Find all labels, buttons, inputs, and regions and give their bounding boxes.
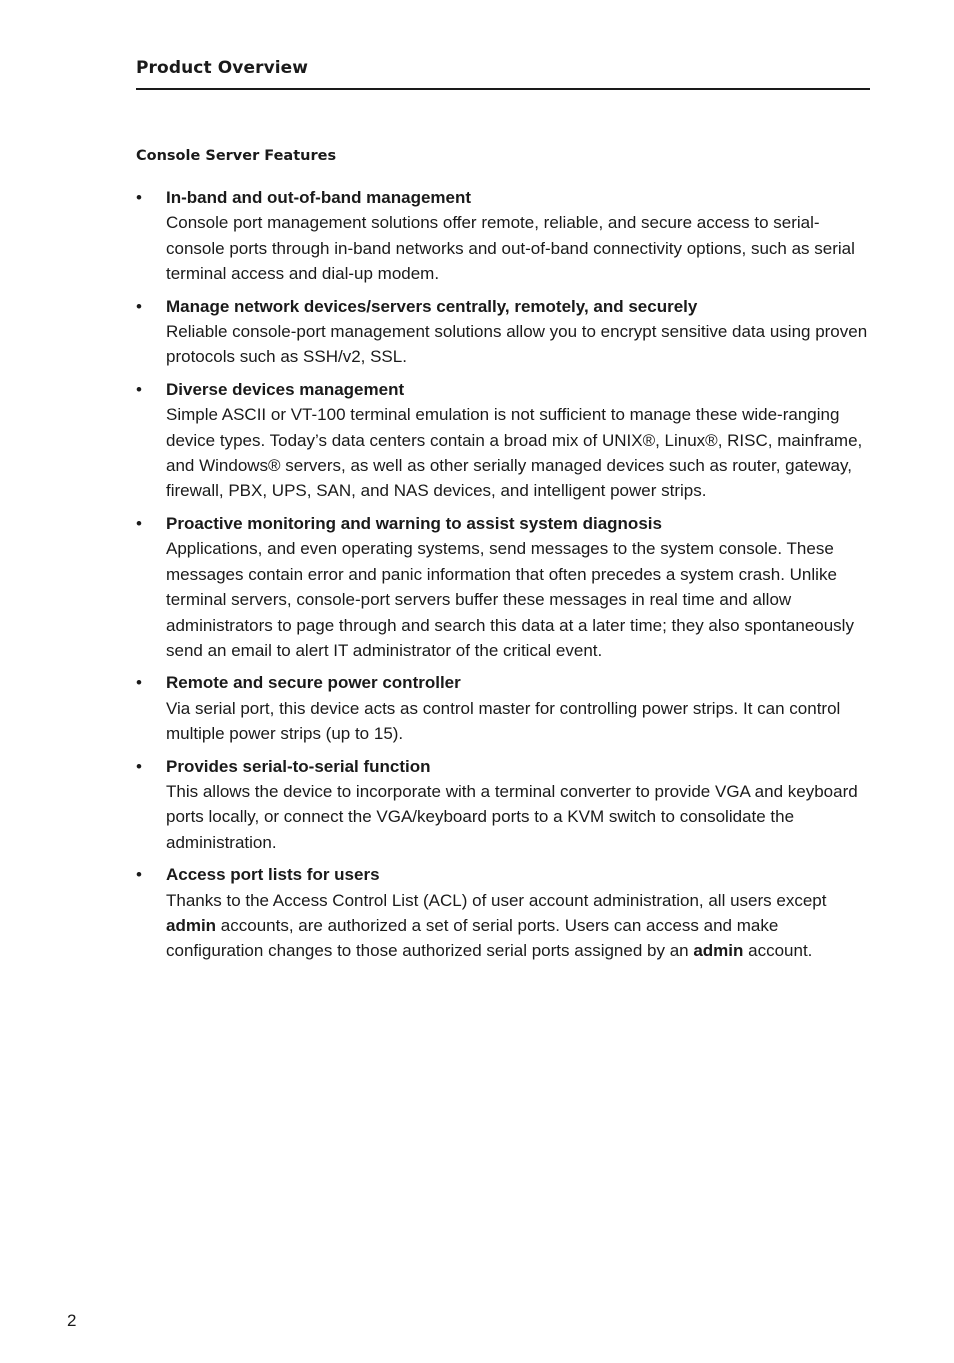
feature-item xyxy=(136,185,876,287)
feature-title: Manage network devices/servers centrally, remotely, and securely xyxy=(166,296,698,316)
feature-description: This allows the device to incorporate with a terminal converter to provide VGA and keyboard ports locally, or connect the VGA/keyboard ports to a KVM switch to consolidate the administration. xyxy=(166,781,858,852)
feature-item xyxy=(136,294,876,370)
bullet-icon: • xyxy=(136,379,142,399)
page-header xyxy=(136,58,870,90)
feature-list xyxy=(136,185,876,971)
feature-item xyxy=(136,511,876,663)
bullet-icon: • xyxy=(136,756,142,776)
feature-description: Console port management solutions offer remote, reliable, and secure access to serial-console ports through in-band networks and out-of-band connectivity options, such as serial terminal access and dial-up modem. xyxy=(166,213,855,284)
feature-title: Proactive monitoring and warning to assist system diagnosis xyxy=(166,513,662,533)
feature-item xyxy=(136,377,876,504)
feature-title: In-band and out-of-band management xyxy=(166,188,472,207)
feature-description: Applications, and even operating systems, send messages to the system console. These messages contain error and panic information that often precedes a system crash. Unlike terminal servers, console-port servers buffer these messages in real time and allow administrators to page through and search this data at a later time; they also spontaneously send an email to alert IT administrator of the critical event. xyxy=(166,539,854,660)
feature-item xyxy=(136,862,876,964)
feature-description: Simple ASCII or VT-100 terminal emulation is not sufficient to manage these wide-ranging device types. Today’s data centers contain a broad mix of UNIX®, Linux®, RISC, mainframe, and Windows® servers, as well as other serially managed devices such as router, gateway, firewall, PBX, UPS, SAN, and NAS devices, and intelligent power strips. xyxy=(166,405,863,501)
feature-item xyxy=(136,754,876,856)
page-title: Product Overview xyxy=(136,58,309,78)
feature-description: Thanks to the Access Control List (ACL) of user account administration, all users except admin accounts, are authorized a set of serial ports. Users can access and make configuration changes to those authorized serial ports assigned by an admin account. xyxy=(166,890,827,961)
bullet-icon: • xyxy=(136,296,142,316)
feature-description: Via serial port, this device acts as control master for controlling power strips. It can control multiple power strips (up to 15). xyxy=(166,698,841,744)
feature-title: Access port lists for users xyxy=(166,865,380,885)
bullet-icon: • xyxy=(136,188,142,207)
feature-item xyxy=(136,670,876,746)
feature-description: Reliable console-port management solutions allow you to encrypt sensitive data using proven protocols such as SSH/v2, SSL. xyxy=(166,322,868,367)
feature-title: Provides serial-to-serial function xyxy=(166,756,431,776)
admin-term: admin xyxy=(166,915,217,935)
section-heading: Console Server Features xyxy=(136,148,337,164)
bullet-icon: • xyxy=(136,513,142,533)
feature-title: Diverse devices management xyxy=(166,379,405,399)
page-number: 2 xyxy=(67,1311,77,1330)
bullet-icon: • xyxy=(136,865,142,885)
admin-term: admin xyxy=(693,941,744,961)
bullet-icon: • xyxy=(136,673,142,693)
feature-title: Remote and secure power controller xyxy=(166,673,461,693)
